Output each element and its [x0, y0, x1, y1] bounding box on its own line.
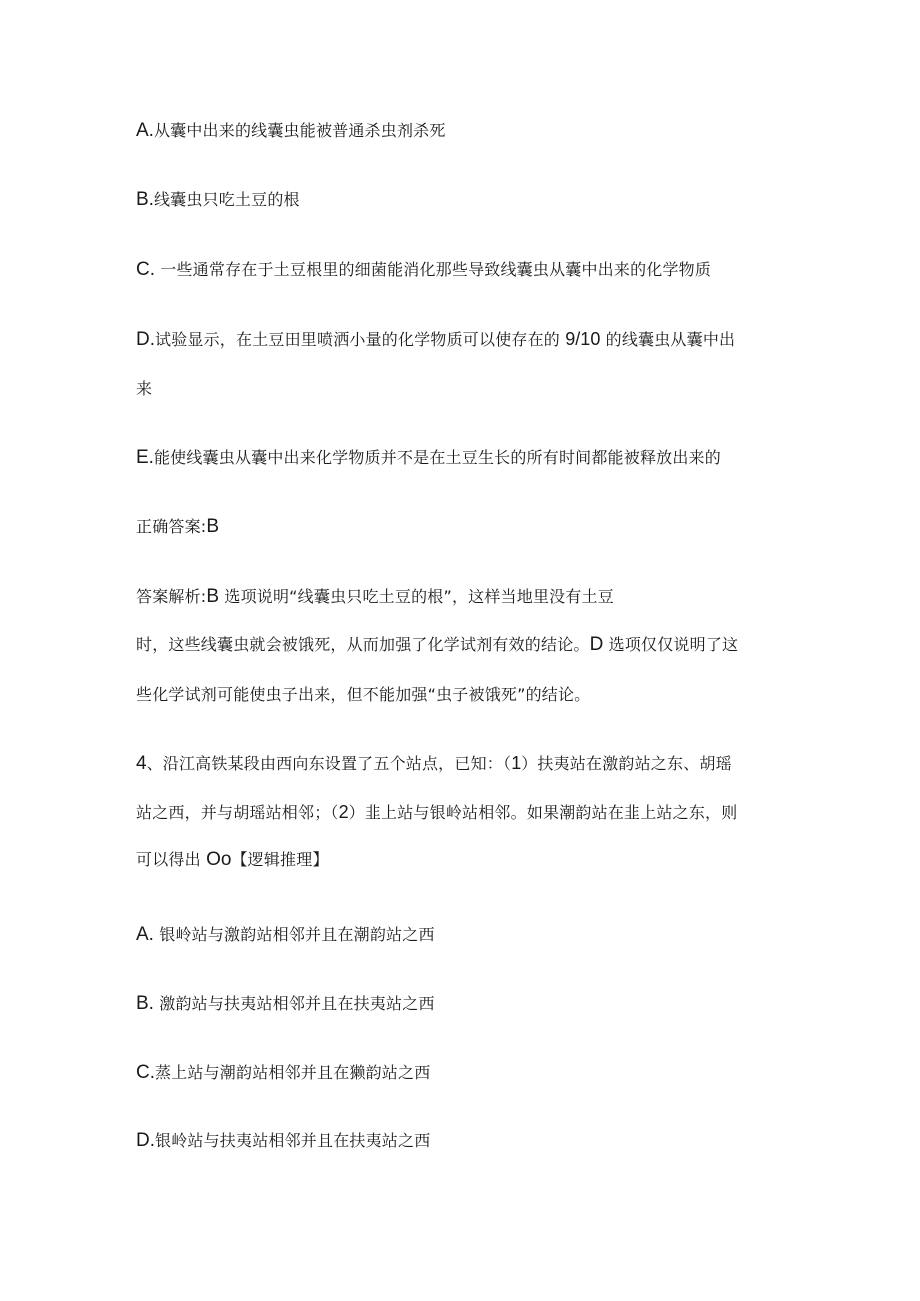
- condition-number: 2: [338, 802, 349, 822]
- option-label: E.: [136, 447, 154, 468]
- option-label: D.: [136, 329, 155, 350]
- question-token: Oo: [206, 849, 232, 870]
- option-label: C.: [136, 259, 155, 280]
- analysis-text: 时，这些线囊虫就会被饿死，从而加强了化学试剂有效的结论。: [136, 635, 590, 654]
- option-label: D.: [136, 1130, 155, 1151]
- option-text: 能使线囊虫从囊中出来化学物质并不是在土豆生长的所有时间都能被释放出来的: [153, 448, 721, 467]
- option-b: [136, 189, 300, 211]
- option-text: 线囊虫只吃土豆的根: [153, 190, 300, 209]
- q4-stem-line-3: [136, 849, 329, 871]
- answer-value: B: [206, 516, 220, 537]
- option-d-continuation: [136, 378, 152, 400]
- question-text: ）扶夷站在激韵站之东、胡瑶: [521, 754, 732, 773]
- option-text: 来: [136, 379, 153, 398]
- analysis-prefix: 答案解析:: [136, 587, 207, 606]
- q4-option-b: [136, 993, 435, 1015]
- condition-number: 1: [511, 753, 522, 773]
- question-number: 4: [136, 753, 147, 774]
- option-d: [136, 328, 735, 351]
- option-label: A.: [136, 120, 154, 141]
- analysis-text: 些化学试剂可能使虫子出来，但不能加强“虫子被饿死”的结论。: [136, 685, 591, 704]
- analysis-letter: B: [206, 586, 220, 607]
- analysis-line-3: [136, 684, 590, 706]
- option-text: 的线囊虫从囊中出: [600, 330, 736, 349]
- option-text: 试验显示，在土豆田里喷洒小量的化学物质可以使存在的: [155, 330, 566, 349]
- q4-option-d: [136, 1130, 430, 1152]
- question-text: 站之西，并与胡瑶站相邻；（: [136, 803, 339, 822]
- analysis-line-2: [136, 634, 738, 656]
- option-text: 蒸上站与潮韵站相邻并且在獭韵站之西: [155, 1063, 431, 1082]
- analysis-text: 选项仅仅说明了这: [603, 635, 739, 654]
- option-c: [136, 259, 711, 281]
- option-text: 从囊中出来的线囊虫能被普通杀虫剂杀死: [153, 121, 446, 140]
- option-label: B.: [136, 189, 154, 210]
- q4-option-a: [136, 924, 435, 946]
- question-text: ）韭上站与银岭站相邻。如果潮韵站在韭上站之东，则: [348, 803, 738, 822]
- option-text: 银岭站与扶夷站相邻并且在扶夷站之西: [155, 1131, 431, 1150]
- question-text: 可以得出: [136, 850, 207, 869]
- option-number: 9/10: [565, 329, 601, 349]
- option-label: A.: [136, 924, 154, 945]
- analysis-letter: D: [589, 634, 604, 655]
- option-text: 激韵站与扶夷站相邻并且在扶夷站之西: [153, 994, 435, 1013]
- question-text: 、沿江高铁某段由西向东设置了五个站点，已知：（: [146, 754, 512, 773]
- analysis-text: 选项说明“线囊虫只吃土豆的根”，这样当地里没有土豆: [219, 587, 614, 606]
- correct-answer: [136, 516, 219, 538]
- option-text: 一些通常存在于土豆根里的细菌能消化那些导致线囊虫从囊中出来的化学物质: [155, 260, 712, 279]
- answer-prefix: 正确答案:: [136, 517, 207, 536]
- option-label: C.: [136, 1062, 155, 1083]
- option-e: [136, 447, 721, 469]
- question-tag: 【逻辑推理】: [231, 850, 329, 869]
- option-text: 银岭站与激韵站相邻并且在潮韵站之西: [153, 925, 435, 944]
- option-a: [136, 120, 446, 142]
- q4-option-c: [136, 1062, 430, 1084]
- q4-stem-line-2: [136, 801, 737, 824]
- option-label: B.: [136, 993, 154, 1014]
- q4-stem-line-1: [136, 752, 732, 775]
- analysis-line-1: [136, 586, 614, 608]
